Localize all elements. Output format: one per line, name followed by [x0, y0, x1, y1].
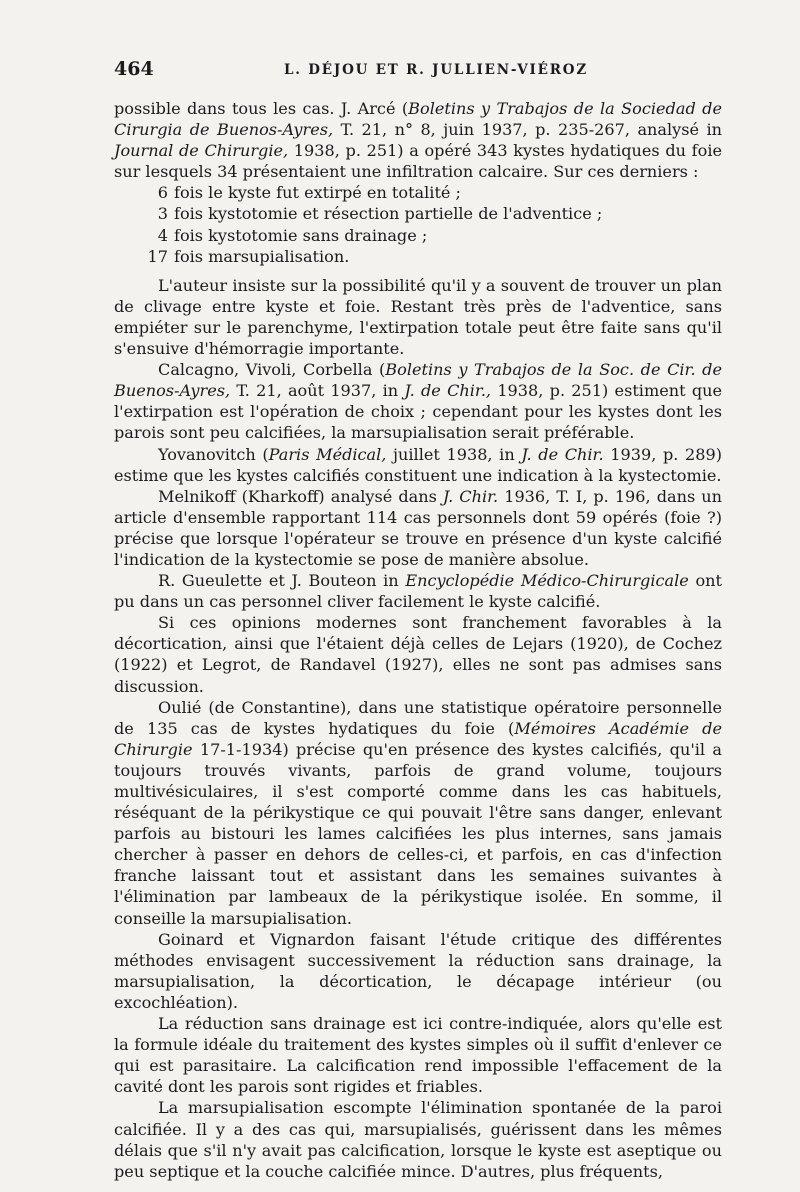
text-run: T. 21, n° 8, juin 1937, p. 235-267, analysé in [333, 120, 722, 140]
citation-title: Encyclopédie Médico-Chirurgicale [405, 571, 689, 591]
text-run: 1938, p. 251) a opéré 343 kystes hydatiques du foie sur lesquels 34 présentaient une infiltration calcaire. Sur ces derniers : [114, 141, 722, 182]
list-count: 6 [157, 183, 168, 203]
paragraph-goinard: Goinard et Vignardon faisant l'étude critique des différentes méthodes envisagent successivement la réduction sans drainage, la marsupialisation, la décortication, le décapage intérieur (ou excochléation). [114, 929, 722, 1012]
paragraph-arce [114, 98, 722, 182]
citation-title: J. de Chir., [404, 381, 492, 401]
list-item [114, 182, 722, 203]
page-header [114, 58, 720, 88]
text-run: Melnikoff (Kharkoff) analysé dans [158, 486, 443, 506]
text-run: Yovanovitch ( [158, 444, 269, 464]
running-head: L. DÉJOU ET R. JULLIEN-VIÉROZ [284, 62, 588, 78]
text-run: T. 21, août 1937, in [230, 381, 405, 401]
paragraph-opinions: Si ces opinions modernes sont franchement favorables à la décortication, ainsi que l'étaient déjà celles de Lejars (1920), de Cochez (1922) et Legrot, de Randavel (1927), elles ne sont pas admises sans discussion. [114, 613, 722, 696]
text-run: ont pu dans un cas personnel cliver facilement le kyste calcifié. [114, 571, 722, 612]
list-count: 17 [147, 246, 168, 266]
text-run: 17-1-1934) précise qu'en présence des kystes calcifiés, qu'il a toujours trouvés vivants, parfois de grand volume, toujours multivésiculaires, il s'est comporté comme dans les cas habituels, réséquant de la périkystique ce qui pouvait l'être sans danger, enlevant parfois au bistouri les lames calcifiées les plus internes, sans jamais chercher à passer en dehors de celles-ci, et parfois, en cas d'infection franche laissant tout et assistant dans les semaines suivantes à l'élimination par lambeaux de la périkystique isolée. En somme, il conseille la marsupialisation. [114, 739, 722, 928]
text-run: juillet 1938, in [386, 444, 522, 464]
paragraph-melnikoff [114, 486, 722, 570]
body-text [114, 98, 722, 1182]
citation-title: J. de Chir. [521, 444, 604, 464]
text-run: Calcagno, Vivoli, Corbella ( [158, 360, 386, 380]
list-text: fois kystotomie sans drainage ; [174, 225, 428, 245]
paragraph-marsupialisation: La marsupialisation escompte l'élimination spontanée de la paroi calcifiée. Il y a des cas qui, marsupialisés, guérissent dans les mêmes délais que s'il n'y avait pas calcification, lorsque le kyste est aseptique ou peu septique et la couche calcifiée mince. D'autres, plus fréquents, [114, 1098, 722, 1181]
text-run: 1936, T. I, p. 196, dans un article d'ensemble rapportant 114 cas personnels dont 59 opérés (foie ?) précise que lorsque l'opérateur se trouve en présence d'un kyste calcifié l'indication de la kystectomie se pose de manière absolue. [114, 486, 722, 569]
citation-title: Mémoires Académie de Chirurgie [114, 718, 723, 759]
paragraph-gueulette [114, 570, 722, 612]
text-run: Oulié (de Constantine), dans une statistique opératoire personnelle de 135 cas de kystes hydatiques du foie ( [114, 697, 722, 738]
list-item [114, 246, 722, 267]
citation-title: Boletins y Trabajos de la Soc. de Cir. de Buenos-Ayres, [114, 360, 722, 401]
list-text: fois le kyste fut extirpé en totalité ; [174, 183, 461, 203]
citation-title: Paris Médical, [268, 444, 387, 464]
page-number: 464 [114, 58, 154, 80]
list-count: 3 [157, 204, 168, 224]
list-item [114, 225, 722, 246]
text-run: 1938, p. 251) estiment que l'extirpation est l'opération de choix ; cependant pour les kystes dont les parois sont peu calcifiées, la marsupialisation serait préférable. [114, 381, 723, 443]
citation-title: Boletins y Trabajos de la Sociedad de Cirurgia de Buenos-Ayres, [114, 99, 722, 140]
text-run: 1939, p. 289) estime que les kystes calcifiés constituent une indication à la kystectomie. [114, 444, 722, 485]
paragraph-auteur: L'auteur insiste sur la possibilité qu'il y a souvent de trouver un plan de clivage entre kyste et foie. Restant très près de l'adventice, sans empiéter sur le parenchyme, l'extirpation totale peut être faite sans qu'il s'ensuive d'hémorragie importante. [114, 275, 722, 359]
statistics-list [114, 182, 722, 266]
list-text: fois marsupialisation. [174, 246, 350, 266]
text-run: possible dans tous les cas. J. Arcé ( [114, 99, 409, 118]
text-run: R. Gueulette et J. Bouteon in [158, 571, 406, 591]
list-item [114, 203, 722, 224]
paragraph-calcagno [114, 359, 722, 443]
citation-title: Journal de Chirurgie, [114, 141, 289, 161]
paragraph-oulie [114, 697, 722, 929]
list-count: 4 [157, 225, 168, 245]
citation-title: J. Chir. [442, 486, 499, 506]
paragraph-reduction: La réduction sans drainage est ici contre-indiquée, alors qu'elle est la formule idéale du traitement des kystes simples où il suffit d'enlever ce qui est parasitaire. La calcification rend impossible l'effacement de la cavité dont les parois sont rigides et friables. [114, 1014, 722, 1097]
list-text: fois kystotomie et résection partielle de l'adventice ; [174, 204, 603, 224]
paragraph-yovanovitch [114, 444, 722, 486]
